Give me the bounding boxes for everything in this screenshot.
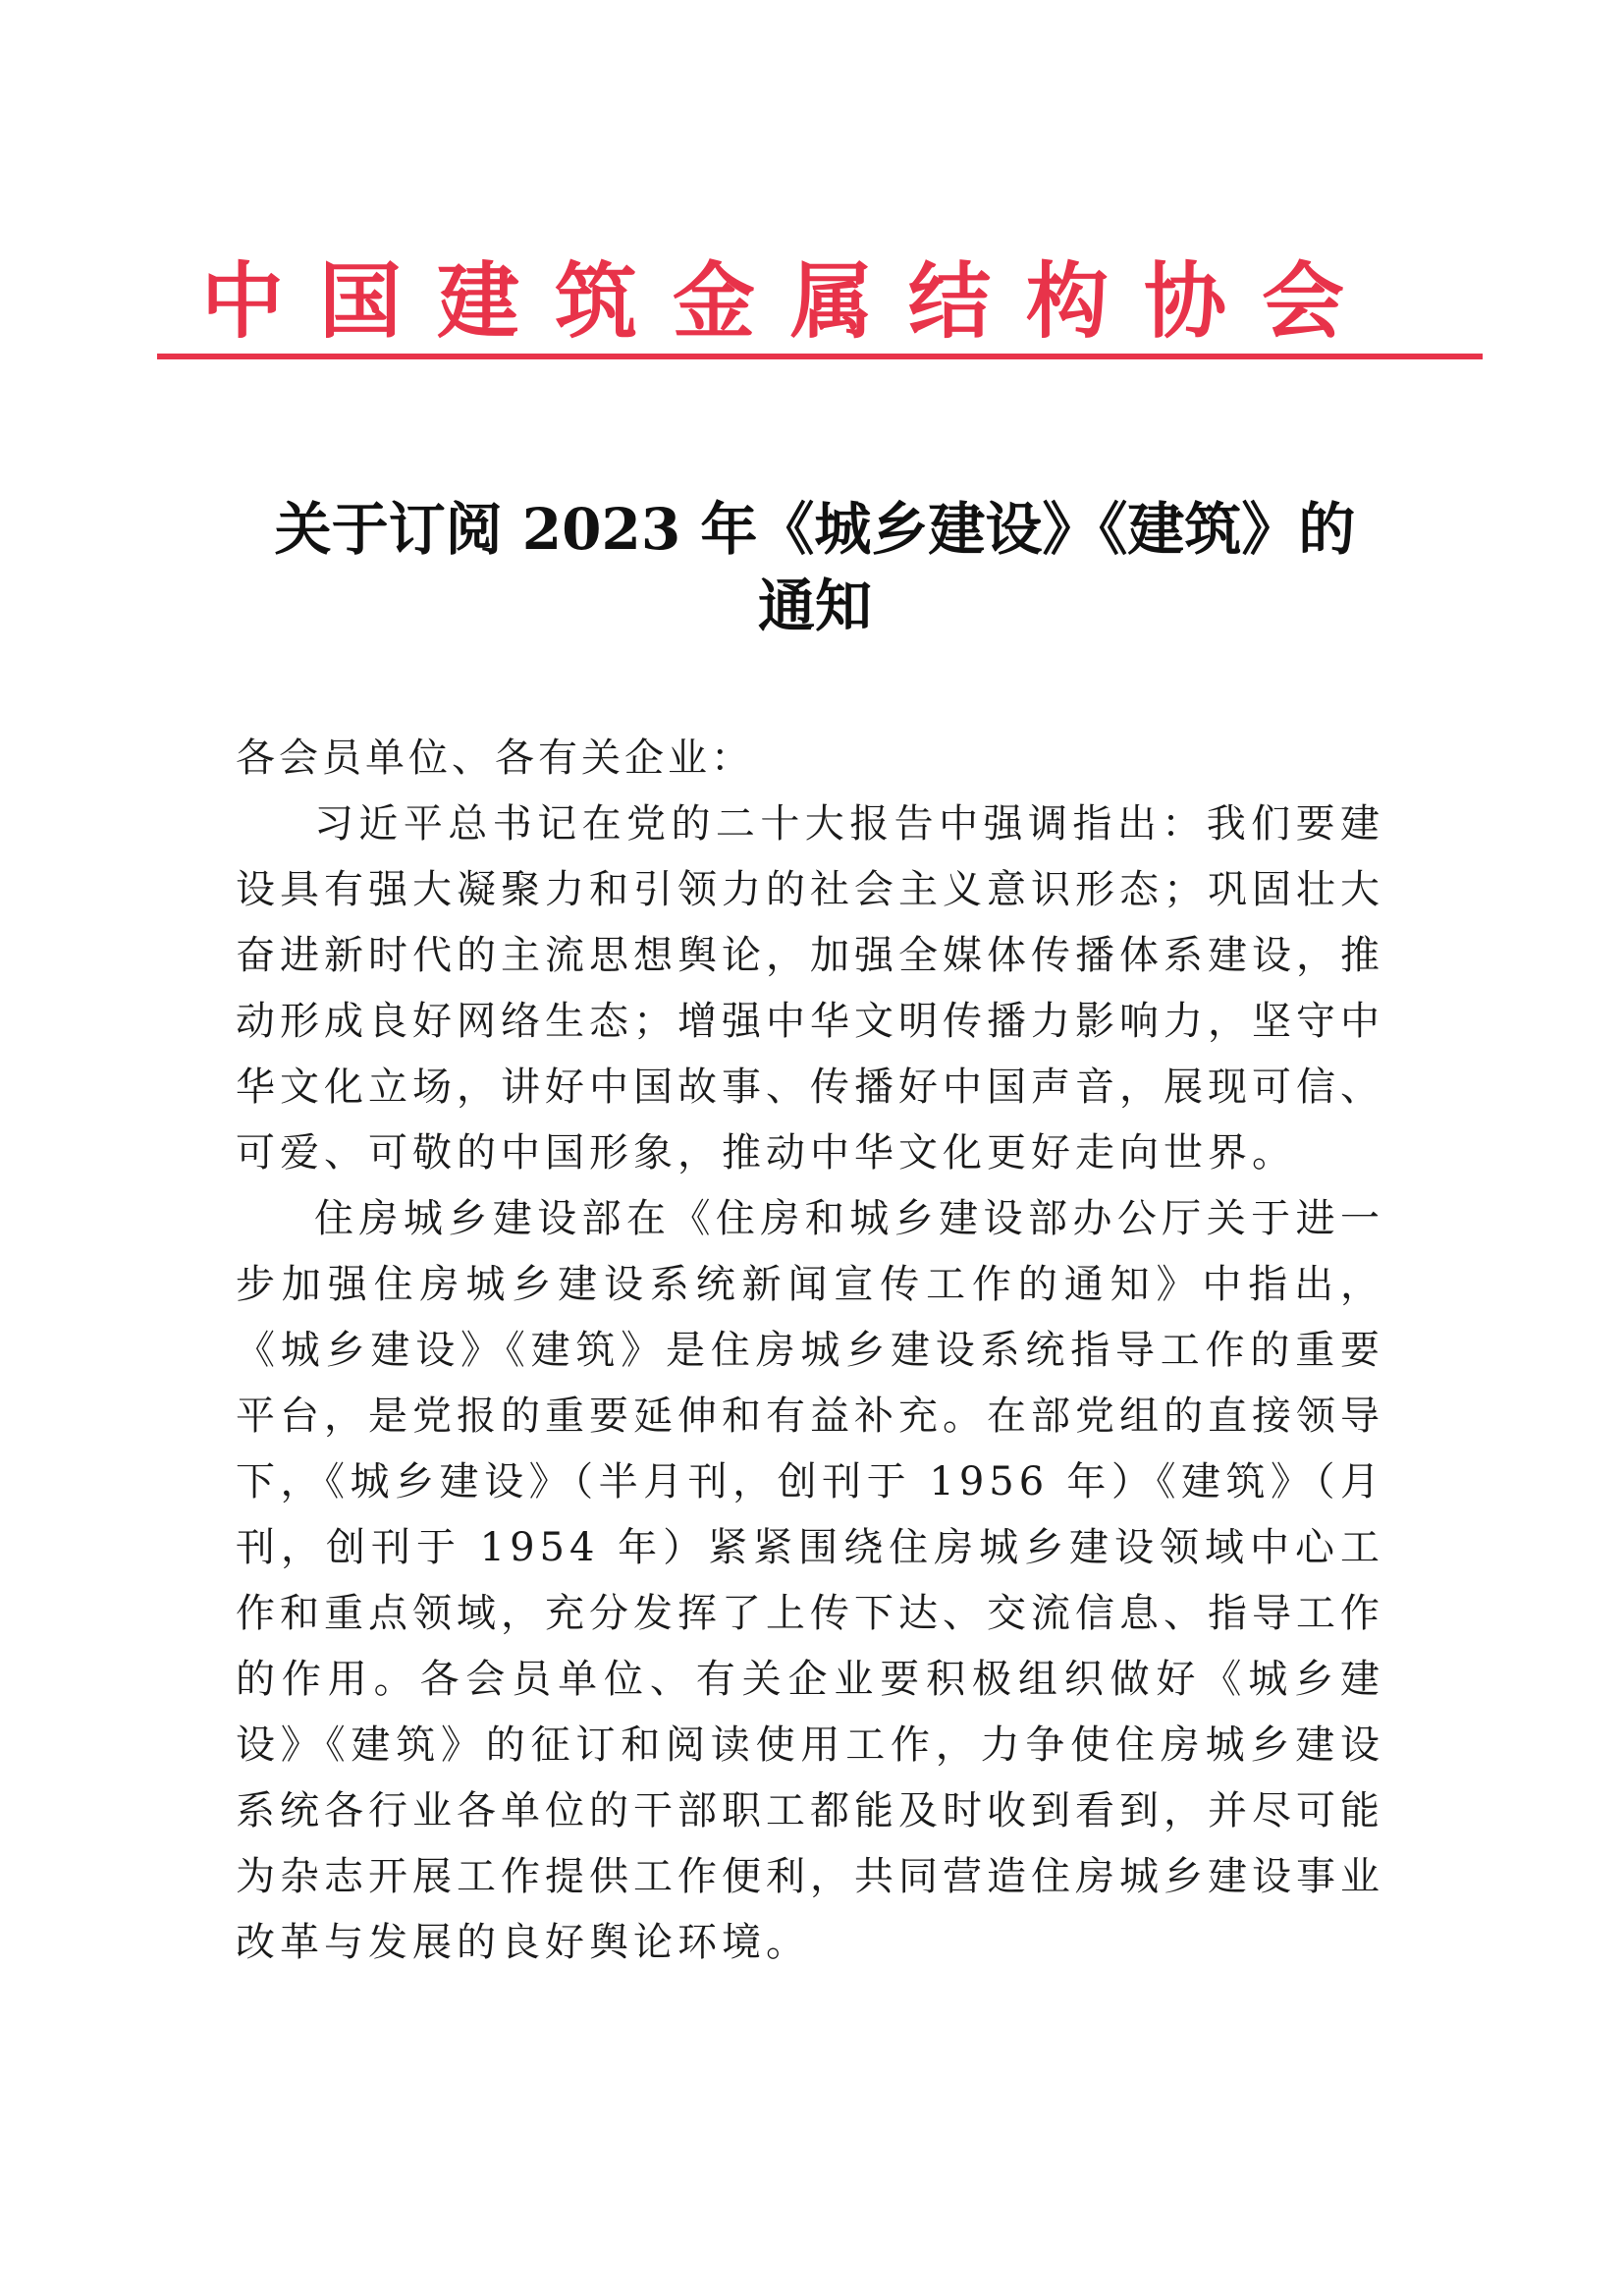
title-line-2: 通知	[757, 573, 872, 639]
document-body	[236, 792, 1384, 1976]
title-line-1: 关于订阅 2023 年《城乡建设》《建筑》的	[274, 496, 1356, 563]
salutation: 各会员单位、各有关企业：	[236, 736, 754, 781]
header-divider	[157, 354, 1483, 359]
paragraph-1: 习近平总书记在党的二十大报告中强调指出：我们要建设具有强大凝聚力和引领力的社会主义意识形态；巩固壮大奋进新时代的主流思想舆论，加强全媒体传播体系建设，推动形成良好网络生态；增强中华文明传播力影响力，坚守中华文化立场，讲好中国故事、传播好中国声音，展现可信、可爱、可敬的中国形象，推动中华文化更好走向世界。	[236, 801, 1384, 1175]
organization-header: 中国建筑金属结构协会	[200, 253, 1380, 350]
document-title	[177, 491, 1453, 644]
paragraph-2: 住房城乡建设部在《住房和城乡建设部办公厅关于进一步加强住房城乡建设系统新闻宣传工作的通知》中指出，《城乡建设》《建筑》是住房城乡建设系统指导工作的重要平台，是党报的重要延伸和有益补充。在部党组的直接领导下，《城乡建设》（半月刊，创刊于 1956 年）《建筑》（月刊，创刊于 1954 年）紧紧围绕住房城乡建设领域中心工作和重点领域，充分发挥了上传下达、交流信息、指导工作的作用。各会员单位、有关企业要积极组织做好《城乡建设》《建筑》的征订和阅读使用工作，力争使住房城乡建设系统各行业各单位的干部职工都能及时收到看到，并尽可能为杂志开展工作提供工作便利，共同营造住房城乡建设事业改革与发展的良好舆论环境。	[236, 1196, 1384, 1965]
